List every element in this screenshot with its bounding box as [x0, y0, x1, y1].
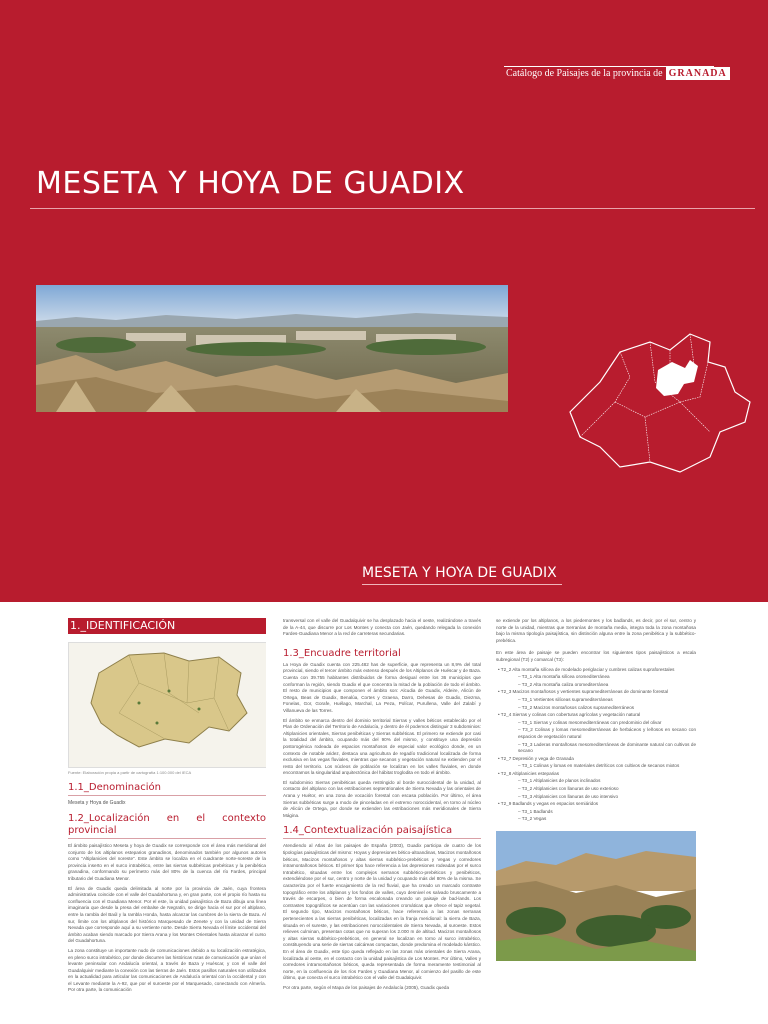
catalog-text: Catálogo de Paisajes de la provincia de	[506, 67, 663, 79]
landscape-photo-2	[496, 831, 696, 961]
section-identificacion: 1._IDENTIFICACIÓN	[68, 618, 266, 634]
col2-paragraph-0: transversal con el valle del Guadalquivir se ha desplazado hacia el oeste, realizándose a través de la A-44, que discurre por Los Montes y conecta con Jaén, quedando relegada la conexión Fardes-Guadiana Menor a la red de carreteras secundarias.	[283, 618, 481, 637]
typology-item: – T3_2 Colinas y lomas mesomediterráneas de herbáceos y leñosos en secano con espacios de vegetación natural	[518, 727, 696, 739]
encuadre-paragraph-3: El subdominio Sierras penibéticas queda restringido al borde suroccidental de la unidad, al contacto del altiplano con las estribaciones septentrionales de Sierra Nevada y las orientales de Arana y Huétor, en una zona de vocación forestal con escasa población. Por último, el área Sierras subbéticas surge a modo de pinceladas en el extremo noroccidental, en torno al núcleo de Alicún de Ortega, por donde se extienden las estribaciones más meridionales de Sierra Mágina.	[283, 779, 481, 818]
typology-item: • T2_4 Sierras y colinas con coberturas agrícolas y vegetación natural	[498, 712, 641, 718]
col3-paragraph-1: En este área de paisaje se pueden encontrar los siguientes tipos paisajísticos a escala subregional (T2) y comarcal (T3):	[496, 650, 696, 662]
typology-item: – T3_2 Vegas	[518, 816, 547, 822]
column-2	[283, 618, 481, 995]
map-caption: Fuente: Elaboración propia a partir de cartografía 1:100.000 del IECA	[68, 770, 192, 775]
heading-denominacion: 1.1_Denominación	[68, 782, 266, 796]
typology-item: • T2_3 Macizos montañosos y vertientes supramediterráneas de dominante forestal	[498, 689, 669, 695]
typology-item: – T3_1 Badlands	[518, 808, 553, 814]
typology-item: – T3_3 Laderas montañosas mesomediterráneas de dominante natural con cultivos de secano	[518, 741, 696, 754]
denominacion-text: Meseta y Hoya de Guadix	[68, 800, 126, 806]
typology-item: – T3_2 Macizos montañosos calizos supramediterráneos	[518, 704, 635, 710]
cover-subtitle-text: MESETA Y HOYA DE GUADIX	[362, 565, 557, 581]
province-map	[560, 322, 768, 482]
localizacion-paragraph-2: El área de Guadix queda delimitada al norte por la provincia de Jaén, cuya frontera administrativa coincide con el valle del Guadahortuna y, en gran parte, con el propio río hasta su confluencia con el Guadiana Menor. Por el este, la unidad paisajística de Baza dibuja una línea imaginaria que desde la presa del embalse de Negratín, se dirige hacia el sur por el altiplano, entre la rambla del Baúl y la rambla Honda, hasta alcanzar las cumbres de la sierra de Baza. Al sur, límite con los altiplanos del histórico Marquesado de Zenete y con la unidad de Sierra Nevada que corresponde aquí a su vertiente norte. Desde Sierra Nevada el límite occidental del ámbito acaban siendo marcado por Sierra Arana y los Montes Orientales hasta alcanzar el curso del Guadahortuna.	[68, 885, 266, 944]
heading-contextualizacion: 1.4_Contextualización paisajística	[283, 825, 481, 839]
encuadre-paragraph-2: El ámbito se enmarca dentro del dominio territorial Sierras y valles béticos establecido por el Plan de Ordenación del Territorio de Andalucía, y dentro de él podemos distinguir 3 subdominios: Altiplanicies orientales, Sierras penibéticas y Sierras subbéticas. El primero se extiende por casi la totalidad del ámbito, ocupando más del 90% del mismo, y constituye una depresión postorogénica rodeada de espacios montañosos de especial valor ecológico donde, en un contexto de notable aridez, destaca una agricultura de regadío tradicional localizada de forma exclusiva en las vegas fluviales, mientras que secanos y vegetación natural se extienden por el resto del territorio. Los núcleos de población se localizan en los valles fluviales, en donde encontramos la singularidad arquitectónica del hábitat troglodita en todo el ámbito.	[283, 717, 481, 776]
column-3	[496, 618, 696, 961]
cover-subtitle	[362, 565, 557, 581]
encuadre-paragraph-1: La Hoya de Guadix cuenta con 225.482 has de superficie, que representa un 8,9% del total provincial, siendo el tercer ámbito más extenso después de los Altiplanos de Huéscar y de Baza. Cuenta con 39.755 habitantes distribuidos de forma desigual entre los 36 municipios que conforman la región, siendo Guadix el que concentra la mitad de la población de todo el ámbito. El resto de municipios que componen el ámbito son: Alcudia de Guadix, Aldeire, Alicún de Ortega, Beas de Guadix, Benalúa, Cortes y Graena, Darro, Dehesas de Guadix, Diezma, Fonelas, Gor, Gorafe, Huélago, Marchal, La Peza, Polícar, Purullena, Valle del Zalabí y Villanueva de las Torres.	[283, 661, 481, 713]
area-map	[68, 642, 266, 768]
typology-item: – T3_1 Vertientes silíceas supramediterráneas	[518, 696, 613, 702]
typology-item: • T2_2 Alta montaña silícea de modelado periglaciar y cumbres calizas supraforestales	[498, 666, 675, 672]
heading-localizacion: 1.2_Localización en el contexto provincial	[68, 813, 266, 839]
catalog-header	[506, 64, 730, 82]
typology-item: • T2_8 Altiplanicies esteparias	[498, 770, 560, 776]
title-divider	[30, 208, 755, 209]
typology-item: – T3_2 Alta montaña caliza oromediterránea	[518, 681, 609, 687]
typology-item: – T3_3 Altiplanicies con llanuras de uso intensivo	[518, 793, 619, 799]
typology-item: – T3_1 Sierras y colinas mesomediterráneas con predominio del olivar	[518, 719, 662, 725]
localizacion-paragraph-1: El ámbito paisajístico Meseta y hoya de Guadix se corresponde con el área más meridional del conjunto de los altiplanos esteparios granadinos, denominados también por algunos autores como “Altiplanicies del noreste”. Este ámbito se localiza en el cuadrante norte-noreste de la provincia inserto en el surco intrabético, entre las sierras subbéticas prebéticas y la penibética granadina, conformando su perímetro más del 80% de la cuenca del río Fardes, principal tributario del Guadiana Menor.	[68, 843, 266, 881]
catalog-line	[504, 66, 714, 67]
catalog-brand: GRANADA	[666, 67, 730, 80]
typology-item: – T3_1 Altiplanicies de planos inclinados	[518, 778, 601, 784]
contextualizacion-paragraph-2: Por otra parte, según el Mapa de los paisajes de Andalucía (2005), Guadix queda	[283, 984, 449, 990]
column-1	[68, 618, 266, 997]
col3-paragraph-0: se extiende por los altiplanos, a los piedemontes y los badlands, es decir, por el sur, centro y norte de la unidad, mientras que Serranías de montaña media, integra toda la zona montañosa bajo la misma tipología paisajística, sin distinción alguna entre la zona penibética y la subbético-prebética.	[496, 618, 696, 643]
typology-item: – T3_2 Altiplanicies con llanuras de uso exterioso	[518, 786, 619, 792]
heading-encuadre: 1.3_Encuadre territorial	[283, 647, 401, 659]
typology-item: – T3_1 Colinas y lomas en materiales detríticos con cultivos de secanos mixtos	[518, 763, 680, 769]
typology-item: – T3_1 Alta montaña silícea oromediterránea	[518, 674, 610, 680]
page-title: MESETA Y HOYA DE GUADIX	[36, 166, 465, 201]
subtitle-underline	[362, 584, 562, 585]
localizacion-paragraph-3: La zona constituye un importante nudo de comunicaciones debido a su localización estratégica, en pleno surco intrabético, por donde discurren las históricas rutas de comunicación que unían el levante peninsular con Andalucía oriental, a través de Baza y Huéscar, y con el valle del Guadalquivir mediante la conexión con las tierras de Jaén. Estos pasillos naturales son utilizados en la actualidad para articular las comunicaciones de Andalucía oriental con la occidental y con el Levante mediante la A-92, que por el suroeste por el Marquesado, conectando con Almería. Por otra parte, la comunicación	[68, 947, 266, 993]
typology-item: • T2_9 Badlands y vegas en espacios semiáridos	[498, 801, 599, 807]
contextualizacion-paragraph-1: Atendiendo al Atlas de los paisajes de España (2003), Guadix participa de cuatro de los tipologías paisajísticas del mismo: Hoyas y depresiones bético-altoandinas, Macizos montañosos béticos, Macizos montañosos y altas sierras subbético-prebéticos y Vegas y corredores intramontañosos béticos. El primer tipo hace referencia a las depresiones rodeadas por el surco Intrabético, situadas entre los complejos serranos subbético-prebéticos y penibéticos, extendiéndose por el sur, centro y norte de la unidad y ocupando más del 80% de la misma. Se caracteriza por el fuerte encajamiento de la red fluvial, que ha creado un marcado contraste topográfico entre los altiplanos y los fondos de valles, cuyo desnivel es salvado bruscamente a través de escarpes, o bien de forma escalonada creando un paisaje de bad-lands. Los contrastes topográficos se acentúan con las variaciones cromáticas que ofrece el tapiz vegetal. El segundo tipo, Macizos montañosos béticos, hace referencia a las zonas serranas pertenecientes a las sierras penibéticas, localizadas en la franja meridional: la sierra de Baza, situada en el sureste, y las estribaciones noroccidentales de Sierra Nevada, al suroeste. Estos relieves culminan, presentan cotas que no superan los 2.000 m de altitud. Macizos montañosos y altas sierras subbético-prebéticos, en general se localizan en torno al surco intrabético, constituyendo una serie de sierras calcáreas compactas, donde predomina el modelado kárstico. En el área de Guadix, este tipo queda reflejado en las zonas más orientales de Sierra Arana, localizada al oeste, en el contacto con la unidad paisajística de Los Montes. Por último, Valles y corredores intramontañosos béticos, queda representada de forma meramente testimonial al norte, en la confluencia de los ríos Fardes y Guadiana Menor, al comienzo del pasillo de este último, que conecta el surco intrabético con el valle del Guadalquivir.	[283, 843, 481, 981]
typology-list	[496, 667, 696, 823]
typology-item: • T2_7 Depresión y vega de Granada	[498, 755, 574, 761]
landscape-photo	[36, 285, 508, 412]
